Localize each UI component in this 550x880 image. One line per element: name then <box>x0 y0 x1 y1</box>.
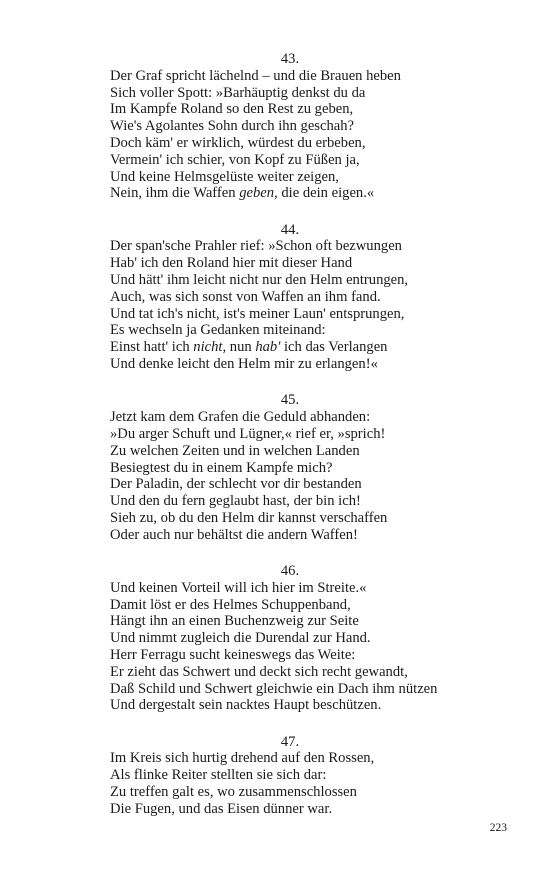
verse-line <box>110 152 470 169</box>
verse-line <box>110 409 470 426</box>
verse-line <box>110 272 470 289</box>
verse-line <box>110 613 470 630</box>
stanza-number: 47. <box>280 733 300 750</box>
stanza <box>110 222 470 373</box>
verse-text: Wie's Agolantes Sohn durch ihn geschah? <box>110 118 355 135</box>
verse-line <box>110 85 470 102</box>
verse-text: Einst hatt' ich <box>110 339 194 356</box>
verse-line <box>110 493 470 510</box>
verse-text: Doch käm' er wirklich, würdest du erbeben, <box>110 134 366 151</box>
verse-text: Der Graf spricht lächelnd – und die Brauen heben <box>110 67 401 84</box>
verse-text: Hab' ich den Roland hier mit dieser Hand <box>110 255 353 272</box>
emphasized-text: nicht <box>193 339 223 356</box>
verse-line <box>110 527 470 544</box>
stanza-number: 44. <box>280 221 300 238</box>
poem-page <box>110 51 470 837</box>
verse-line <box>110 169 470 186</box>
verse-line <box>110 322 470 339</box>
verse-text: Und dergestalt sein nacktes Haupt beschützen. <box>110 697 382 714</box>
verse-line <box>110 697 470 714</box>
verse-line <box>110 238 470 255</box>
verse-text: Der span'sche Prahler rief: »Schon oft bezwungen <box>110 238 402 255</box>
verse-text: Im Kampfe Roland so den Rest zu geben, <box>110 101 354 118</box>
verse-text: Und nimmt zugleich die Durendal zur Hand. <box>110 630 371 647</box>
stanza <box>110 563 470 714</box>
verse-line <box>110 255 470 272</box>
stanza <box>110 392 470 543</box>
verse-text: Auch, was sich sonst von Waffen an ihm fand. <box>110 288 381 305</box>
stanza-number: 45. <box>280 392 300 409</box>
verse-line <box>110 630 470 647</box>
verse-line <box>110 801 470 818</box>
verse-text: Sieh zu, ob du den Helm dir kannst verschaffen <box>110 509 388 526</box>
verse-text: Zu welchen Zeiten und in welchen Landen <box>110 442 360 459</box>
verse-line <box>110 750 470 767</box>
verse-text: Und denke leicht den Helm mir zu erlangen!« <box>110 356 378 373</box>
stanza-number: 43. <box>280 51 300 67</box>
verse-line <box>110 118 470 135</box>
verse-line <box>110 681 470 698</box>
verse-text: Nein, ihm die Waffen <box>110 185 240 202</box>
verse-text: Damit löst er des Helmes Schuppenband, <box>110 596 351 613</box>
verse-line <box>110 135 470 152</box>
verse-text: , nun <box>222 339 256 356</box>
verse-line <box>110 784 470 801</box>
verse-text: »Du arger Schuft und Lügner,« rief er, »sprich! <box>110 425 386 442</box>
verse-line <box>110 460 470 477</box>
verse-line <box>110 510 470 527</box>
verse-text: Zu treffen galt es, wo zusammenschlossen <box>110 784 357 801</box>
verse-text: Und keinen Vorteil will ich hier im Streite.« <box>110 579 367 596</box>
verse-line <box>110 426 470 443</box>
verse-text: Im Kreis sich hurtig drehend auf den Rossen, <box>110 750 375 767</box>
verse-text: Er zieht das Schwert und deckt sich recht gewandt, <box>110 663 408 680</box>
verse-text: Daß Schild und Schwert gleichwie ein Dach ihm nützen <box>110 680 438 697</box>
verse-line <box>110 306 470 323</box>
verse-text: Und keine Helmsgelüste weiter zeigen, <box>110 168 339 185</box>
stanza-number: 46. <box>280 563 300 580</box>
verse-text: Hängt ihn an einen Buchenzweig zur Seite <box>110 613 359 630</box>
verse-text: Vermein' ich schier, von Kopf zu Füßen ja, <box>110 151 360 168</box>
verse-text: Und den du fern geglaubt hast, der bin ich! <box>110 493 361 510</box>
verse-text: Und tat ich's nicht, ist's meiner Laun' entsprungen, <box>110 305 405 322</box>
verse-text: Jetzt kam dem Grafen die Geduld abhanden: <box>110 409 371 426</box>
verse-text: Der Paladin, der schlecht vor dir bestanden <box>110 476 362 493</box>
verse-line <box>110 68 470 85</box>
verse-line <box>110 443 470 460</box>
verse-line <box>110 647 470 664</box>
stanza <box>110 734 470 818</box>
verse-text: Herr Ferragu sucht keineswegs das Weite: <box>110 647 356 663</box>
emphasized-text: geben <box>239 185 275 202</box>
verse-text: Besiegtest du in einem Kampfe mich? <box>110 459 333 476</box>
emphasized-text: hab' <box>255 339 281 356</box>
verse-line <box>110 597 470 614</box>
verse-text: Die Fugen, und das Eisen dünner war. <box>110 800 333 817</box>
verse-text: Und hätt' ihm leicht nicht nur den Helm entrungen, <box>110 272 409 289</box>
verse-line <box>110 664 470 681</box>
verse-line <box>110 339 470 356</box>
verse-line <box>110 767 470 784</box>
verse-text: Als flinke Reiter stellten sie sich dar: <box>110 767 327 784</box>
page-number: 223 <box>489 822 507 834</box>
verse-line <box>110 476 470 493</box>
verse-line <box>110 289 470 306</box>
verse-text: Oder auch nur behältst die andern Waffen! <box>110 526 358 543</box>
verse-line <box>110 101 470 118</box>
verse-line <box>110 185 470 202</box>
verse-text: Es wechseln ja Gedanken miteinand: <box>110 322 326 339</box>
verse-text: Sich voller Spott: »Barhäuptig denkst du da <box>110 84 366 101</box>
verse-line <box>110 580 470 597</box>
verse-text: ich das Verlangen <box>280 339 388 356</box>
verse-line <box>110 356 470 373</box>
stanza <box>110 51 470 202</box>
verse-text: , die dein eigen.« <box>274 185 375 202</box>
